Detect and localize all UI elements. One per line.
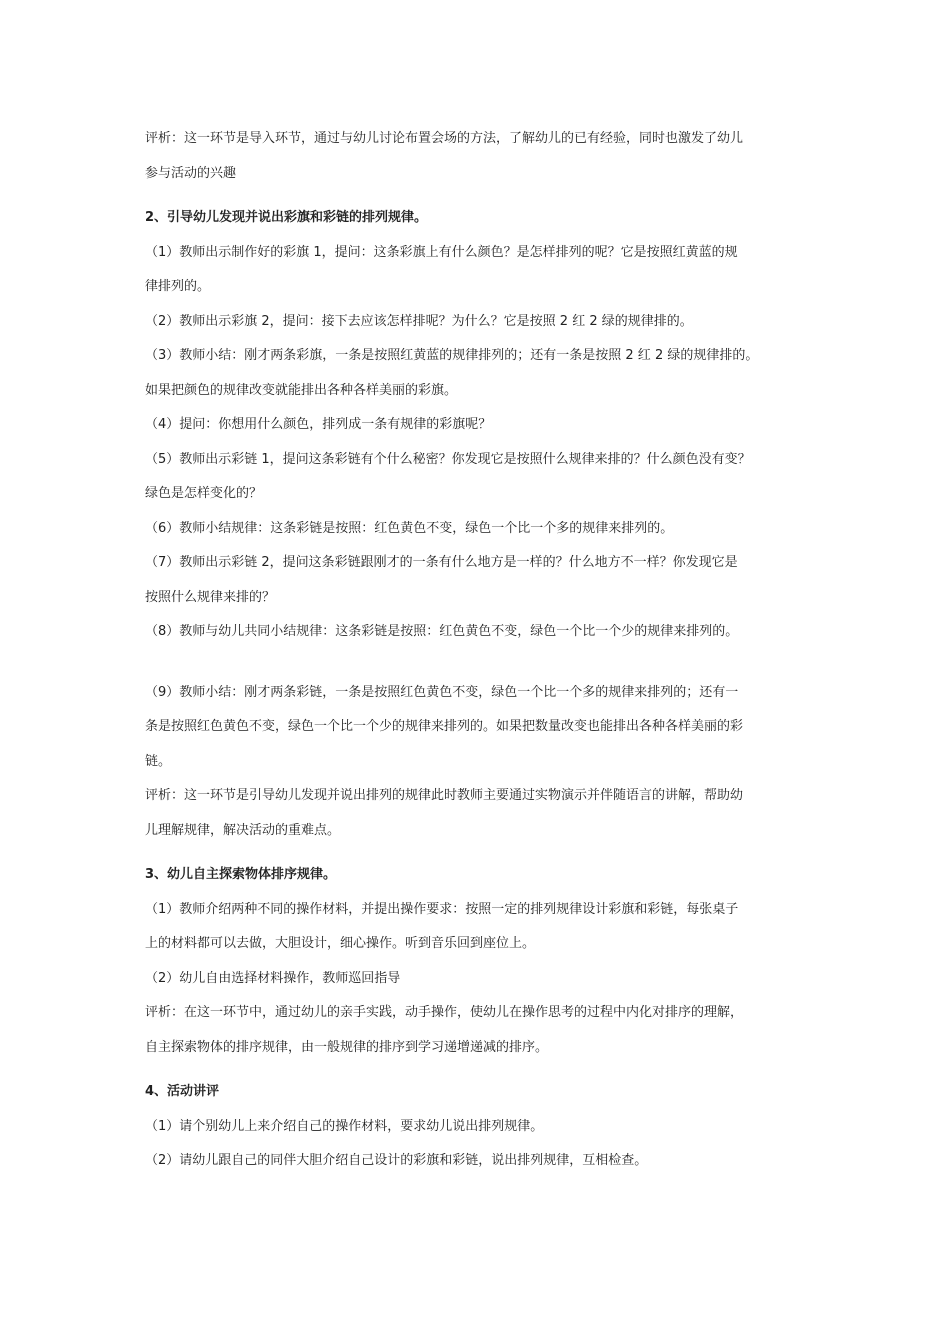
section-2-line: （2）教师出示彩旗 2，提问：接下去应该怎样排呢？为什么？它是按照 2 红 2 绿的规律排的。	[145, 313, 693, 329]
section-3-line: （1）教师介绍两种不同的操作材料，并提出操作要求：按照一定的排列规律设计彩旗和彩链，每张桌子	[145, 901, 739, 917]
section-2-comment: 评析：这一环节是引导幼儿发现并说出排列的规律此时教师主要通过实物演示并伴随语言的讲解，帮助幼	[145, 788, 744, 803]
section-2-line: 条是按照红色黄色不变，绿色一个比一个少的规律来排列的。如果把数量改变也能排出各种各样美丽的彩	[145, 719, 744, 734]
intro-comment-line-2: 参与活动的兴趣	[145, 165, 237, 181]
section-2-line: 绿色是怎样变化的？	[145, 486, 263, 501]
section-2-line: （7）教师出示彩链 2，提问这条彩链跟刚才的一条有什么地方是一样的？什么地方不一样？你发现它是	[145, 555, 738, 570]
section-2-line: （5）教师出示彩链 1，提问这条彩链有个什么秘密？你发现它是按照什么规律来排的？什么颜色没有变？	[145, 451, 751, 467]
section-2-line: （3）教师小结：刚才两条彩旗，一条是按照红黄蓝的规律排列的；还有一条是按照 2 红 2 绿的规律排的。	[145, 348, 759, 363]
section-3-comment: 评析：在这一环节中，通过幼儿的亲手实践，动手操作，使幼儿在操作思考的过程中内化对排序的理解，	[145, 1005, 744, 1020]
section-2-line: （6）教师小结规律：这条彩链是按照：红色黄色不变，绿色一个比一个多的规律来排列的。	[145, 520, 674, 536]
section-2-line: 如果把颜色的规律改变就能排出各种各样美丽的彩旗。	[145, 382, 458, 398]
intro-comment-line-1: 评析：这一环节是导入环节，通过与幼儿讨论布置会场的方法，了解幼儿的已有经验，同时也激发了幼儿	[145, 131, 744, 146]
section-2-line: 律排列的。	[145, 279, 211, 294]
section-2-line: （1）教师出示制作好的彩旗 1，提问：这条彩旗上有什么颜色？是怎样排列的呢？它是按照红黄蓝的规	[145, 244, 738, 260]
section-3-line: （2）幼儿自由选择材料操作，教师巡回指导	[145, 970, 401, 986]
section-3-comment: 自主探索物体的排序规律，由一般规律的排序到学习递增递减的排序。	[145, 1039, 549, 1055]
section-2-line: （9）教师小结：刚才两条彩链，一条是按照红色黄色不变，绿色一个比一个多的规律来排列的；还有一	[145, 684, 739, 700]
section-4-line: （2）请幼儿跟自己的同伴大胆介绍自己设计的彩旗和彩链，说出排列规律，互相检查。	[145, 1153, 648, 1168]
section-3-heading: 3、幼儿自主探索物体排序规律。	[145, 867, 337, 882]
section-4-heading: 4、活动讲评	[145, 1084, 220, 1099]
section-3-line: 上的材料都可以去做，大胆设计，细心操作。听到音乐回到座位上。	[145, 936, 536, 951]
section-4-line: （1）请个别幼儿上来介绍自己的操作材料，要求幼儿说出排列规律。	[145, 1118, 544, 1134]
section-2-line: 链。	[145, 753, 172, 769]
section-2-line: （4）提问：你想用什么颜色，排列成一条有规律的彩旗呢？	[145, 417, 492, 432]
section-2-heading: 2、引导幼儿发现并说出彩旗和彩链的排列规律。	[145, 210, 428, 225]
section-2-comment: 儿理解规律，解决活动的重难点。	[145, 822, 341, 838]
section-2-line: 按照什么规律来排的？	[145, 589, 276, 605]
document-page	[145, 122, 815, 1179]
section-2-line: （8）教师与幼儿共同小结规律：这条彩链是按照：红色黄色不变，绿色一个比一个少的规律来排列的。	[145, 624, 739, 639]
